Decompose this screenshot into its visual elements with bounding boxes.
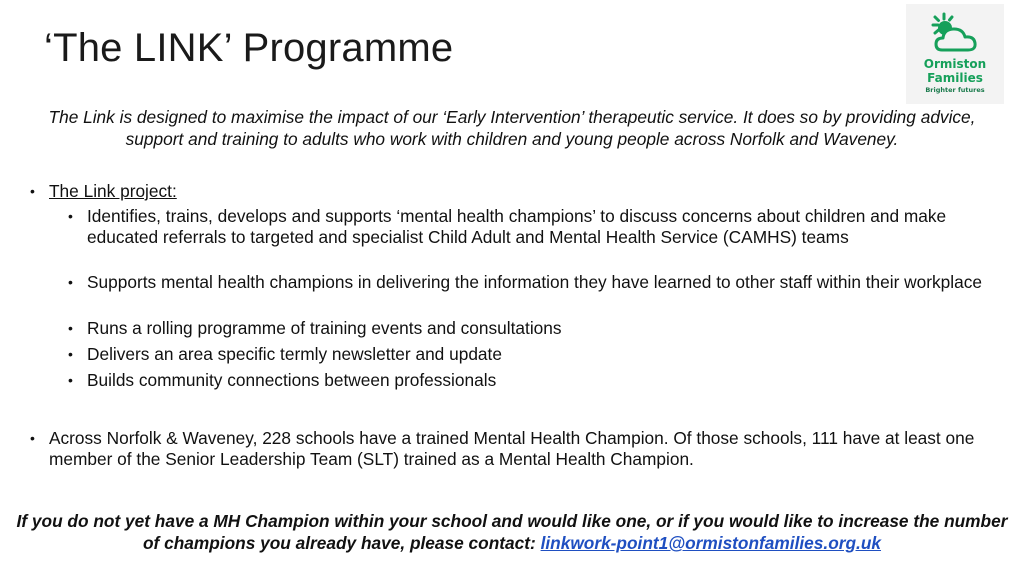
contact-callout xyxy=(14,510,1010,554)
contact-text: If you do not yet have a MH Champion within your school and would like one, or if you would like to increase the number of champions you already have, please contact: xyxy=(16,511,1008,553)
project-heading-text: The Link project: xyxy=(49,181,177,201)
bullet-icon: • xyxy=(68,320,73,336)
bullet-icon: • xyxy=(30,430,35,446)
list-item: Supports mental health champions in delivering the information they have learned to other staff within their workplace xyxy=(87,272,982,292)
contact-email-link[interactable]: linkwork-point1@ormistonfamilies.org.uk xyxy=(540,533,882,553)
list-item: Identifies, trains, develops and supports ‘mental health champions’ to discuss concerns about children and make educated referrals to targeted and specialist Child Adult and Mental Health Service (CAMHS) teams xyxy=(87,206,947,247)
logo-text-ormiston: Ormiston xyxy=(923,57,987,71)
bullet-icon: • xyxy=(30,183,35,199)
bullet-icon: • xyxy=(68,274,73,290)
logo-text-families: Families xyxy=(927,71,983,85)
project-heading xyxy=(49,181,177,202)
bullet-icon: • xyxy=(68,372,73,388)
bullet-icon: • xyxy=(68,346,73,362)
bullet-icon: • xyxy=(68,208,73,224)
stats-paragraph: Across Norfolk & Waveney, 228 schools have a trained Mental Health Champion. Of those schools, 111 have at least one member of the Senior Leadership Team (SLT) trained as a Mental Health Champion. xyxy=(49,428,975,469)
list-item: Runs a rolling programme of training events and consultations xyxy=(87,318,562,338)
page-title: ‘The LINK’ Programme xyxy=(44,26,454,70)
intro-paragraph: The Link is designed to maximise the impact of our ‘Early Intervention’ therapeutic service. It does so by providing advice, support and training to adults who work with children and young people across Norfolk and Waveney. xyxy=(48,107,976,149)
list-item: Delivers an area specific termly newsletter and update xyxy=(87,344,502,364)
logo-tagline: Brighter futures xyxy=(925,86,985,94)
list-item: Builds community connections between professionals xyxy=(87,370,497,390)
